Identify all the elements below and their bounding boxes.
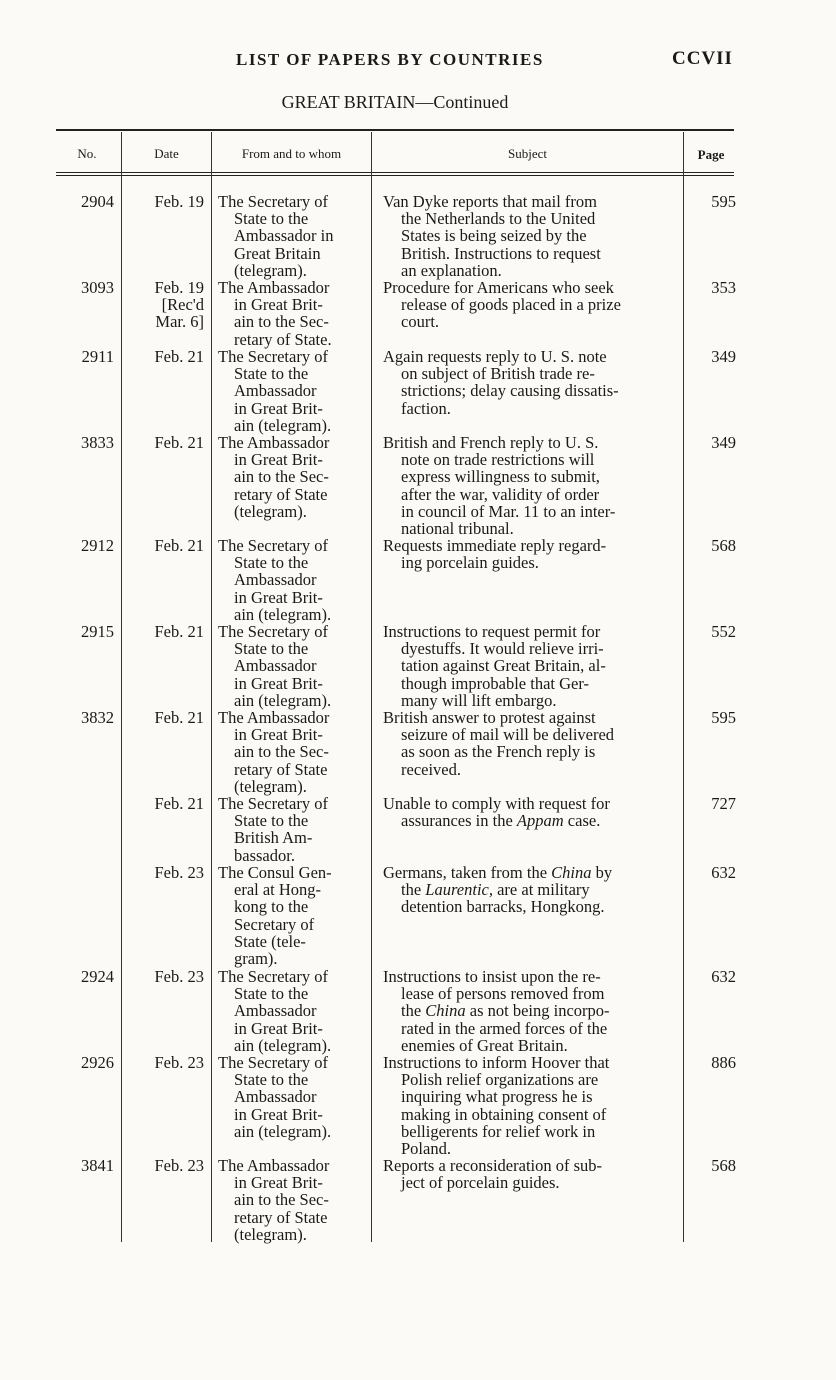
subject-text: Van Dyke reports that mail from: [383, 192, 597, 211]
subject-text: British. Instructions to request: [401, 243, 601, 263]
from-line: The Ambassador: [218, 1156, 330, 1175]
entry-date-line: Feb. 21: [154, 347, 204, 366]
from-line: The Ambassador: [218, 433, 330, 452]
subject-text: Again requests reply to U. S. note: [383, 347, 607, 366]
entry-date-line: Feb. 21: [154, 794, 204, 813]
subject-line: [383, 193, 675, 210]
entry-subject: [383, 537, 675, 571]
entry-from-to: [218, 623, 366, 709]
column-header-from: From and to whom: [241, 146, 342, 161]
from-line: retary of State: [234, 484, 328, 504]
from-line: Secretary of: [234, 914, 315, 934]
subject-text: Polish relief organizations are: [401, 1070, 599, 1090]
subject-text: many will lift embargo.: [401, 690, 557, 710]
subject-text: making in obtaining consent of: [401, 1104, 607, 1124]
entry-subject: [383, 348, 675, 417]
subject-text: tation against Great Britain, al-: [401, 656, 606, 676]
entry-page: 353: [711, 278, 736, 297]
subject-text: Instructions to request permit for: [383, 622, 601, 641]
subject-text: by: [591, 863, 613, 882]
from-line: State to the: [234, 1070, 309, 1090]
entry-date-line: Feb. 23: [154, 967, 204, 986]
subject-line: [383, 898, 675, 915]
entry-subject: [383, 1157, 675, 1191]
entry-subject: [383, 434, 675, 537]
column-header-date: Date: [154, 146, 179, 161]
subject-line: [383, 864, 675, 881]
entry-subject: [383, 279, 675, 331]
subject-line: [383, 1174, 675, 1191]
subject-text: court.: [401, 312, 440, 332]
entry-date: [126, 1054, 204, 1071]
subject-text: received.: [401, 759, 461, 779]
entry-page: 349: [711, 347, 736, 366]
subject-text: are at military: [492, 880, 590, 900]
entry-number: 2926: [81, 1053, 114, 1072]
subject-line: [383, 279, 675, 296]
subject-text: Requests immediate reply regard-: [383, 536, 607, 555]
entry-date-line: Feb. 23: [154, 863, 204, 882]
from-line: The Secretary of: [218, 794, 328, 813]
subject-line: [383, 726, 675, 743]
subject-line: [383, 1106, 675, 1123]
subject-line: [383, 400, 675, 417]
from-line: Ambassador: [234, 656, 317, 676]
header-bottom-rule: [56, 172, 734, 173]
subject-text: the: [401, 880, 426, 900]
from-line: ain (telegram).: [234, 1121, 332, 1141]
entry-date: [126, 348, 204, 365]
subject-text: States is being seized by the: [401, 226, 587, 246]
subject-line: [383, 692, 675, 709]
entry-from-to: [218, 1157, 366, 1243]
subject-text: Poland.: [401, 1139, 451, 1159]
from-line: Great Britain: [234, 243, 321, 263]
from-line: in Great Brit-: [234, 295, 323, 315]
entry-subject: [383, 864, 675, 916]
entry-subject: [383, 1054, 675, 1157]
subject-text: inquiring what progress he is: [401, 1087, 593, 1107]
entry-from-to: [218, 193, 366, 279]
from-line: gram).: [234, 949, 278, 969]
entry-date-line: Feb. 21: [154, 622, 204, 641]
from-line: The Secretary of: [218, 347, 328, 366]
subject-text: as not being incorpo-: [465, 1001, 610, 1021]
entry-number: 2912: [81, 536, 114, 555]
subject-line: [383, 1157, 675, 1174]
subject-text: British and French reply to U. S.: [383, 433, 599, 452]
from-line: (telegram).: [234, 776, 307, 796]
subject-line: [383, 313, 675, 330]
from-line: State (tele-: [234, 931, 306, 951]
subject-line: [383, 348, 675, 365]
subject-text: enemies of Great Britain.: [401, 1035, 568, 1055]
subject-text: ject of porcelain guides.: [401, 1173, 560, 1193]
subject-line: [383, 1037, 675, 1054]
entry-date-line: Feb. 23: [154, 1156, 204, 1175]
from-line: Ambassador in: [234, 226, 334, 246]
entry-page: 595: [711, 708, 736, 727]
italic-title: Appam: [516, 811, 564, 831]
from-line: ain to the Sec-: [234, 742, 329, 762]
subject-line: [383, 1088, 675, 1105]
from-line: (telegram).: [234, 501, 307, 521]
section-heading: [0, 92, 836, 113]
entry-date: [126, 864, 204, 881]
entry-page: 552: [711, 622, 736, 641]
subject-text: seizure of mail will be delivered: [401, 725, 615, 745]
entry-from-to: [218, 864, 366, 967]
subject-line: [383, 795, 675, 812]
entry-subject: [383, 968, 675, 1054]
subject-line: [383, 968, 675, 985]
from-line: in Great Brit-: [234, 398, 323, 418]
column-header-subject: Subject: [508, 146, 547, 161]
subject-text: British answer to protest against: [383, 708, 596, 727]
from-line: eral at Hong-: [234, 880, 322, 900]
subject-text: strictions; delay causing dissatis-: [401, 381, 619, 401]
subject-text: Unable to comply with request for: [383, 794, 610, 813]
subject-text: in council of Mar. 11 to an inter-: [401, 501, 616, 521]
from-line: State to the: [234, 209, 309, 229]
entry-date: [126, 434, 204, 451]
entry-from-to: [218, 795, 366, 864]
entry-number: 2904: [81, 192, 114, 211]
entry-from-to: [218, 279, 366, 348]
subject-line: [383, 365, 675, 382]
from-line: retary of State: [234, 759, 328, 779]
from-line: State to the: [234, 553, 309, 573]
entry-subject: [383, 623, 675, 709]
subject-text: rated in the armed forces of the: [401, 1018, 608, 1038]
entry-date-line: Feb. 21: [154, 433, 204, 452]
from-line: State to the: [234, 639, 309, 659]
subject-line: [383, 1123, 675, 1140]
entry-from-to: [218, 537, 366, 623]
section-title: GREAT BRITAIN—Continued: [281, 92, 509, 112]
subject-line: [383, 227, 675, 244]
subject-line: [383, 382, 675, 399]
subject-text: release of goods placed in a prize: [401, 295, 621, 315]
entry-date-line: Feb. 21: [154, 536, 204, 555]
subject-text: assurances in the: [401, 811, 517, 831]
subject-text: note on trade restrictions will: [401, 450, 595, 470]
from-line: The Secretary of: [218, 1053, 328, 1072]
from-line: State to the: [234, 811, 309, 831]
header-bottom-rule-2: [56, 175, 734, 176]
column-divider: [371, 132, 372, 1242]
subject-line: [383, 709, 675, 726]
entry-subject: [383, 795, 675, 829]
entry-from-to: [218, 709, 366, 795]
from-line: British Am-: [234, 828, 313, 848]
from-line: Ambassador: [234, 1087, 317, 1107]
subject-line: [383, 675, 675, 692]
entry-from-to: [218, 968, 366, 1054]
entry-date: [126, 623, 204, 640]
italic-title: China: [551, 863, 592, 882]
subject-line: [383, 881, 675, 898]
subject-line: [383, 1020, 675, 1037]
subject-text: as soon as the French reply is: [401, 742, 596, 762]
subject-line: [383, 554, 675, 571]
from-line: Ambassador: [234, 1001, 317, 1021]
from-line: bassador.: [234, 845, 295, 865]
from-line: in Great Brit-: [234, 1104, 323, 1124]
from-line: The Secretary of: [218, 967, 328, 986]
subject-line: [383, 296, 675, 313]
entry-page: 568: [711, 1156, 736, 1175]
from-line: State to the: [234, 984, 309, 1004]
running-title: LIST OF PAPERS BY COUNTRIES: [236, 50, 544, 69]
subject-line: [383, 468, 675, 485]
column-divider: [683, 132, 684, 1242]
from-line: ain (telegram).: [234, 1035, 332, 1055]
entry-date-line: Feb. 21: [154, 708, 204, 727]
subject-line: [383, 812, 675, 829]
entry-number: 3841: [81, 1156, 114, 1175]
from-line: ain (telegram).: [234, 415, 332, 435]
column-header-no: No.: [77, 146, 97, 161]
subject-text: belligerents for relief work in: [401, 1121, 596, 1141]
entry-number: 3093: [81, 278, 114, 297]
subject-line: [383, 245, 675, 262]
from-line: (telegram).: [234, 260, 307, 280]
subject-line: [383, 761, 675, 778]
subject-text: the: [401, 1001, 426, 1021]
subject-line: [383, 985, 675, 1002]
subject-line: [383, 503, 675, 520]
column-header-page: Page: [697, 147, 725, 162]
column-divider: [211, 132, 212, 1242]
entry-page: 727: [711, 794, 736, 813]
from-line: The Ambassador: [218, 708, 330, 727]
subject-text: dyestuffs. It would relieve irri-: [401, 639, 604, 659]
subject-line: [383, 1002, 675, 1019]
entry-date: [126, 709, 204, 726]
subject-line: [383, 1140, 675, 1157]
entry-subject: [383, 709, 675, 778]
from-line: ain (telegram).: [234, 604, 332, 624]
from-line: (telegram).: [234, 1224, 307, 1244]
subject-text: ing porcelain guides.: [401, 553, 539, 573]
subject-text: faction.: [401, 398, 451, 418]
entry-date: [126, 193, 204, 210]
entry-date: [126, 537, 204, 554]
from-line: ain (telegram).: [234, 690, 332, 710]
subject-text: detention barracks, Hongkong.: [401, 897, 605, 917]
from-line: kong to the: [234, 897, 309, 917]
subject-text: an explanation.: [401, 260, 502, 280]
subject-text: case.: [563, 811, 601, 831]
entry-page: 886: [711, 1053, 736, 1072]
subject-text: Instructions to insist upon the re-: [383, 967, 601, 986]
subject-text: Reports a reconsideration of sub-: [383, 1156, 603, 1175]
subject-line: [383, 1054, 675, 1071]
subject-line: [383, 262, 675, 279]
subject-text: lease of persons removed from: [401, 984, 605, 1004]
from-line: in Great Brit-: [234, 450, 323, 470]
subject-text: Germans, taken from the: [383, 863, 552, 882]
from-line: Ambassador: [234, 570, 317, 590]
from-line: retary of State.: [234, 329, 332, 349]
subject-line: [383, 434, 675, 451]
from-line: retary of State: [234, 1207, 328, 1227]
entry-page: 632: [711, 967, 736, 986]
from-line: The Secretary of: [218, 192, 328, 211]
from-line: in Great Brit-: [234, 1018, 323, 1038]
from-line: ain to the Sec-: [234, 467, 329, 487]
from-line: The Ambassador: [218, 278, 330, 297]
entry-date-line: Feb. 19: [154, 278, 204, 297]
entry-number: 3833: [81, 433, 114, 452]
subject-line: [383, 210, 675, 227]
subject-line: [383, 486, 675, 503]
entry-page: 349: [711, 433, 736, 452]
subject-line: [383, 743, 675, 760]
subject-text: Procedure for Americans who seek: [383, 278, 614, 297]
entry-page: 568: [711, 536, 736, 555]
entry-from-to: [218, 1054, 366, 1140]
entry-date: [126, 968, 204, 985]
subject-line: [383, 451, 675, 468]
subject-text: after the war, validity of order: [401, 484, 600, 504]
subject-line: [383, 1071, 675, 1088]
entry-date-line: [Rec'd: [161, 295, 204, 315]
entry-date: [126, 279, 204, 331]
subject-text: on subject of British trade re-: [401, 364, 595, 384]
from-line: The Secretary of: [218, 536, 328, 555]
entry-number: 3832: [81, 708, 114, 727]
from-line: ain to the Sec-: [234, 312, 329, 332]
from-line: in Great Brit-: [234, 587, 323, 607]
from-line: in Great Brit-: [234, 725, 323, 745]
italic-title: Laurentic,: [425, 880, 493, 900]
from-line: Ambassador: [234, 381, 317, 401]
entry-number: 2924: [81, 967, 114, 986]
from-line: in Great Brit-: [234, 1173, 323, 1193]
subject-text: express willingness to submit,: [401, 467, 600, 487]
entry-subject: [383, 193, 675, 279]
column-divider: [121, 132, 122, 1242]
from-line: State to the: [234, 364, 309, 384]
subject-text: national tribunal.: [401, 519, 514, 539]
page-number: CCVII: [672, 48, 733, 69]
running-head: [0, 48, 836, 76]
from-line: The Consul Gen-: [218, 863, 332, 882]
subject-line: [383, 537, 675, 554]
entry-date: [126, 1157, 204, 1174]
entry-page: 595: [711, 192, 736, 211]
from-line: ain to the Sec-: [234, 1190, 329, 1210]
entry-date-line: Feb. 23: [154, 1053, 204, 1072]
subject-text: the Netherlands to the United: [401, 209, 596, 229]
entry-date-line: Feb. 19: [154, 192, 204, 211]
entry-number: 2911: [81, 347, 114, 366]
subject-text: though improbable that Ger-: [401, 673, 589, 693]
subject-line: [383, 520, 675, 537]
entry-number: 2915: [81, 622, 114, 641]
entry-date-line: Mar. 6]: [155, 312, 204, 332]
from-line: The Secretary of: [218, 622, 328, 641]
subject-text: Instructions to inform Hoover that: [383, 1053, 610, 1072]
subject-line: [383, 640, 675, 657]
table-top-rule: [56, 129, 734, 131]
entry-from-to: [218, 348, 366, 434]
subject-line: [383, 623, 675, 640]
from-line: in Great Brit-: [234, 673, 323, 693]
italic-title: China: [425, 1001, 466, 1021]
subject-line: [383, 657, 675, 674]
entry-from-to: [218, 434, 366, 520]
entry-date: [126, 795, 204, 812]
entry-page: 632: [711, 863, 736, 882]
